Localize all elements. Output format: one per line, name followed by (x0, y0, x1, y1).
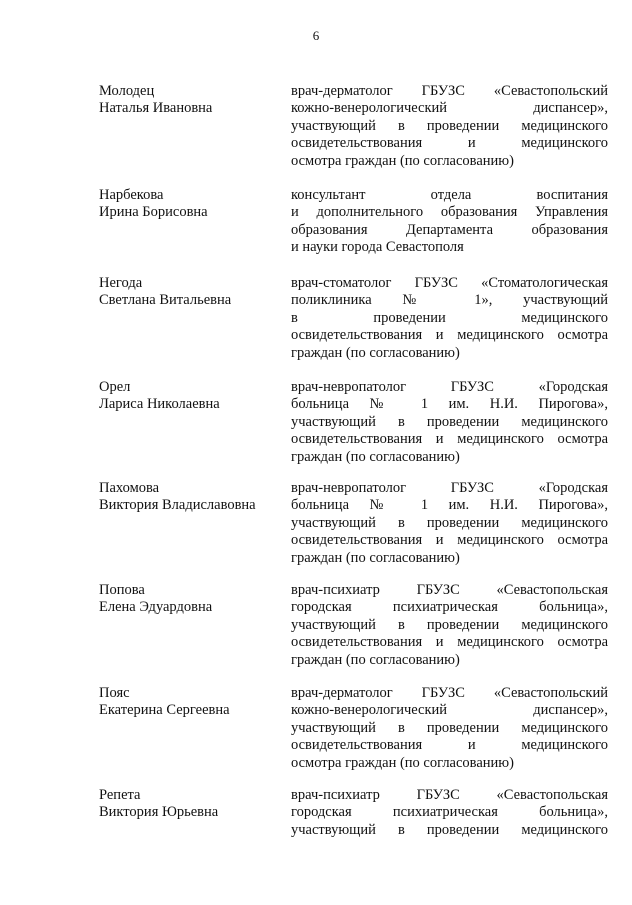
position-line: больница № 1 им. Н.И. Пирогова», (291, 396, 608, 413)
member-position (291, 480, 608, 567)
member-given-names: Ирина Борисовна (99, 204, 208, 221)
member-position (291, 187, 608, 257)
member-given-names: Виктория Владиславовна (99, 497, 256, 514)
position-line: участвующий в проведении медицинского (291, 117, 608, 134)
member-name (99, 787, 279, 822)
position-line: и дополнительного образования Управления (291, 204, 608, 221)
position-line: кожно-венерологический диспансер», (291, 702, 608, 719)
position-line: освидетельствования и медицинского осмотра (291, 327, 608, 344)
member-name (99, 83, 279, 118)
position-line: участвующий в проведении медицинского (291, 719, 608, 736)
position-line: и науки города Севастополя (291, 239, 464, 256)
position-line: граждан (по согласованию) (291, 549, 460, 566)
position-line: освидетельствования и медицинского осмотра (291, 634, 608, 651)
member-surname: Нарбекова (99, 187, 164, 203)
member-given-names: Светлана Витальевна (99, 292, 232, 309)
position-line: врач-психиатр ГБУЗС «Севастопольская (291, 787, 608, 803)
position-line: поликлиника № 1», участвующий (291, 292, 608, 309)
member-name (99, 275, 279, 310)
position-line: участвующий в проведении медицинского (291, 514, 608, 531)
position-line: освидетельствования и медицинского (291, 737, 608, 754)
member-surname: Молодец (99, 83, 155, 99)
position-line: кожно-венерологический диспансер», (291, 100, 608, 117)
position-line: граждан (по согласованию) (291, 448, 460, 465)
position-line: городская психиатрическая больница», (291, 804, 608, 821)
member-surname: Попова (99, 582, 145, 598)
position-line: граждан (по согласованию) (291, 651, 460, 668)
position-line: врач-стоматолог ГБУЗС «Стоматологическая (291, 275, 608, 291)
position-line: больница № 1 им. Н.И. Пирогова», (291, 497, 608, 514)
member-given-names: Виктория Юрьевна (99, 804, 219, 821)
position-line: освидетельствования и медицинского осмотра (291, 431, 608, 448)
position-line: осмотра граждан (по согласованию) (291, 152, 514, 169)
member-surname: Пояс (99, 685, 130, 701)
member-surname: Орел (99, 379, 131, 395)
position-line: врач-психиатр ГБУЗС «Севастопольская (291, 582, 608, 598)
position-line: освидетельствования и медицинского (291, 135, 608, 152)
position-line: участвующий в проведении медицинского (291, 616, 608, 633)
member-position (291, 83, 608, 170)
member-surname: Пахомова (99, 480, 160, 496)
member-position (291, 379, 608, 466)
position-line: освидетельствования и медицинского осмотра (291, 532, 608, 549)
position-line: осмотра граждан (по согласованию) (291, 754, 514, 771)
position-line: врач-невропатолог ГБУЗС «Городская (291, 379, 608, 395)
member-surname: Репета (99, 787, 141, 803)
member-given-names: Екатерина Сергеевна (99, 702, 230, 719)
member-given-names: Наталья Ивановна (99, 100, 213, 117)
position-line: образования Департамента образования (291, 221, 608, 238)
member-position (291, 787, 608, 839)
position-line: врач-невропатолог ГБУЗС «Городская (291, 480, 608, 496)
member-name (99, 685, 279, 720)
member-surname: Негода (99, 275, 143, 291)
position-line: участвующий в проведении медицинского (291, 413, 608, 430)
position-line: граждан (по согласованию) (291, 344, 460, 361)
member-position (291, 275, 608, 362)
member-name (99, 379, 279, 414)
member-name (99, 582, 279, 617)
position-line: врач-дерматолог ГБУЗС «Севастопольский (291, 83, 608, 99)
position-line: консультант отдела воспитания (291, 187, 608, 203)
member-name (99, 480, 279, 515)
page-number: 6 (312, 28, 320, 43)
member-name (99, 187, 279, 222)
member-position (291, 685, 608, 772)
position-line: врач-дерматолог ГБУЗС «Севастопольский (291, 685, 608, 701)
member-given-names: Елена Эдуардовна (99, 599, 213, 616)
member-position (291, 582, 608, 669)
member-given-names: Лариса Николаевна (99, 396, 220, 413)
position-line: в проведении медицинского (291, 309, 608, 326)
position-line: участвующий в проведении медицинского (291, 821, 608, 838)
position-line: городская психиатрическая больница», (291, 599, 608, 616)
